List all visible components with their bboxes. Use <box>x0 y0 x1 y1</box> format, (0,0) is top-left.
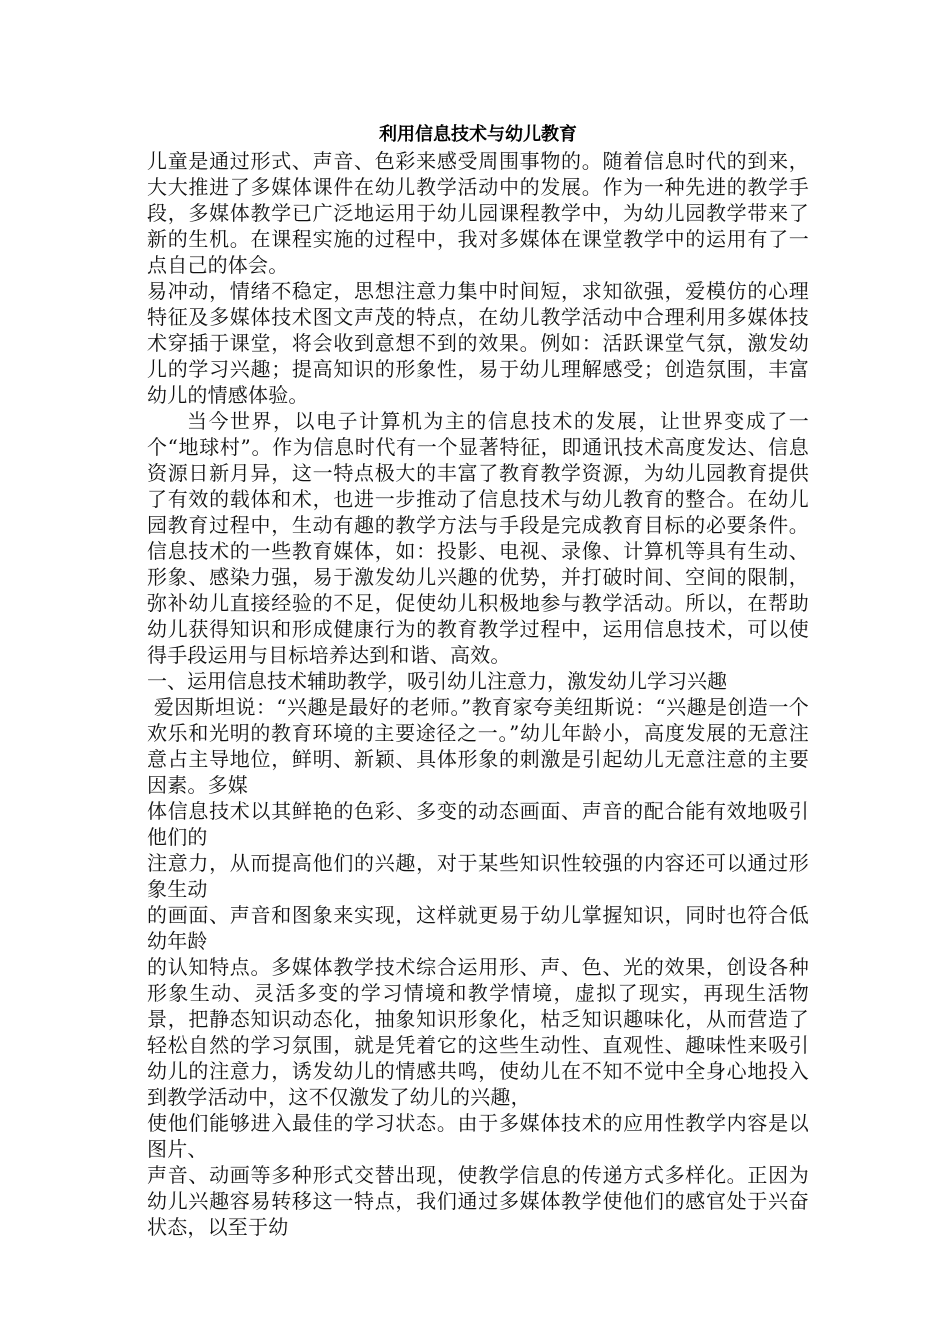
paragraph-fragment-4: 使他们能够进入最佳的学习状态。由于多媒体技术的应用性教学内容是以图片、 <box>147 1111 809 1161</box>
paragraph-multimedia-effects: 的认知特点。多媒体教学技术综合运用形、声、色、光的效果，创设各种形象生动、灵活多变的学习情境和教学情境，虚拟了现实，再现生活物景，把静态知识动态化，抽象知识形象化，枯乏知识趣味化，从而营造了轻松自然的学习氛围，就是凭着它的这些生动性、直观性、趣味性来吸引幼儿的注意力，诱发幼儿的情感共鸣，使幼儿在不知不觉中全身心地投入到教学活动中，这不仅激发了幼儿的兴趣， <box>147 955 809 1109</box>
paragraph-einstein-quote: 爱因斯坦说：“兴趣是最好的老师。”教育家夸美纽斯说：“兴趣是创造一个欢乐和光明的教育环境的主要途径之一。”幼儿年龄小，高度发展的无意注意占主导地位，鲜明、新颖、具体形象的刺激是引起幼儿无意注意的主要因素。多媒 <box>147 695 809 797</box>
paragraph-fragment-1: 体信息技术以其鲜艳的色彩、多变的动态画面、声音的配合能有效地吸引他们的 <box>147 799 809 849</box>
paragraph-information-age: 当今世界，以电子计算机为主的信息技术的发展，让世界变成了一个“地球村”。作为信息时代有一个显著特征，即通讯技术高度发达、信息资源日新月异，这一特点极大的丰富了教育教学资源，为幼儿园教育提供了有效的载体和术，也进一步推动了信息技术与幼儿教育的整合。在幼儿园教育过程中，生动有趣的教学方法与手段是完成教育目标的必要条件。信息技术的一些教育媒体，如：投影、电视、录像、计算机等具有生动、形象、感染力强，易于激发幼儿兴趣的优势，并打破时间、空间的限制，弥补幼儿直接经验的不足，促使幼儿积极地参与教学活动。所以，在帮助幼儿获得知识和形成健康行为的教育教学过程中，运用信息技术，可以使得手段运用与目标培养达到和谐、高效。 <box>147 409 809 667</box>
section-heading-1: 一、运用信息技术辅助教学，吸引幼儿注意力，激发幼儿学习兴趣 <box>147 669 727 693</box>
paragraph-closing: 声音、动画等多种形式交替出现，使教学信息的传递方式多样化。正因为幼儿兴趣容易转移这一特点，我们通过多媒体教学使他们的感官处于兴奋状态，以至于幼 <box>147 1163 809 1239</box>
paragraph-fragment-3: 的画面、声音和图象来实现，这样就更易于幼儿掌握知识，同时也符合低幼年龄 <box>147 903 809 953</box>
paragraph-characteristics: 易冲动，情绪不稳定，思想注意力集中时间短，求知欲强，爱模仿的心理特征及多媒体技术图文声茂的特点，在幼儿教学活动中合理利用多媒体技术穿插于课堂，将会收到意想不到的效果。例如：活跃课堂气氛，激发幼儿的学习兴趣；提高知识的形象性，易于幼儿理解感受；创造氛围，丰富幼儿的情感体验。 <box>147 279 809 407</box>
paragraph-fragment-2: 注意力，从而提高他们的兴趣，对于某些知识性较强的内容还可以通过形象生动 <box>147 851 809 901</box>
paragraph-intro: 儿童是通过形式、声音、色彩来感受周围事物的。随着信息时代的到来，大大推进了多媒体课件在幼儿教学活动中的发展。作为一种先进的教学手段，多媒体教学已广泛地运用于幼儿园课程教学中，为幼儿园教学带来了新的生机。在课程实施的过程中，我对多媒体在课堂教学中的运用有了一点自己的体会。 <box>147 149 809 277</box>
document-body <box>147 124 809 1240</box>
document-title: 利用信息技术与幼儿教育 <box>379 124 577 145</box>
